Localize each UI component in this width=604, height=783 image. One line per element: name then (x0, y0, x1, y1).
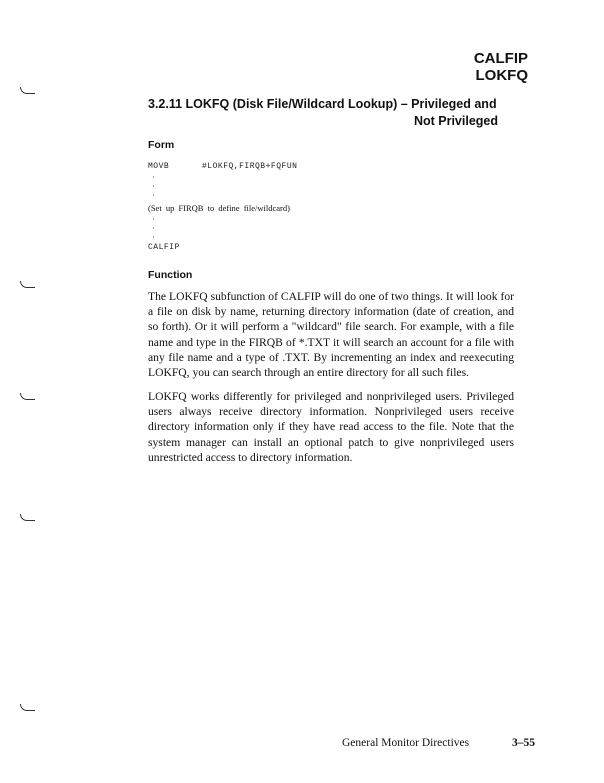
margin-mark (20, 87, 35, 94)
function-heading: Function (148, 269, 193, 281)
ellipsis-dot: · (152, 182, 155, 191)
page-number: 3–55 (512, 737, 535, 749)
code-comment: (Set up FIRQB to define file/wildcard) (148, 203, 290, 213)
ellipsis-dot: · (152, 191, 155, 200)
margin-mark (20, 514, 35, 521)
form-heading: Form (148, 139, 175, 151)
margin-mark (20, 281, 35, 288)
footer-label: General Monitor Directives (342, 737, 470, 749)
margin-mark (20, 393, 35, 400)
code-operands: #LOKFQ,FIRQB+FQFUN (202, 162, 298, 171)
function-paragraph-2: LOKFQ works differently for privileged and nonprivileged users. Privileged users always receive directory information. Nonprivileged users receive directory information only if they have read access to the file. Note that the system manager can install an optional patch to give nonprivileged users unrestricted access to directory information. (148, 390, 514, 464)
section-title-line1: 3.2.11 LOKFQ (Disk File/Wildcard Lookup) – Privileged and (148, 97, 497, 111)
code-opcode: MOVB (148, 162, 170, 171)
ellipsis-dot: · (152, 173, 155, 182)
section-title (148, 96, 498, 130)
margin-mark (20, 704, 35, 711)
running-header-calfip: CALFIP (473, 50, 528, 67)
ellipsis-dot: · (152, 233, 155, 242)
ellipsis-dot: · (152, 224, 155, 233)
code-line-movb (148, 162, 297, 171)
code-line-calfip: CALFIP (148, 243, 180, 252)
section-title-line2: Not Privileged (413, 114, 498, 128)
function-paragraph-1: The LOKFQ subfunction of CALFIP will do one of two things. It will look for a file on disk by name, returning directory information (date of creation, and so forth). Or it will perform a "wildcard" file search. For example, with a file name and type in the FIRQB of *.TXT it will search an account for a file with any file name and a type of .TXT. By incrementing an index and reexecuting LOKFQ, you can search through an entire directory for all such files. (148, 290, 514, 380)
running-header-lokfq: LOKFQ (475, 67, 528, 84)
ellipsis-dot: · (152, 215, 155, 224)
